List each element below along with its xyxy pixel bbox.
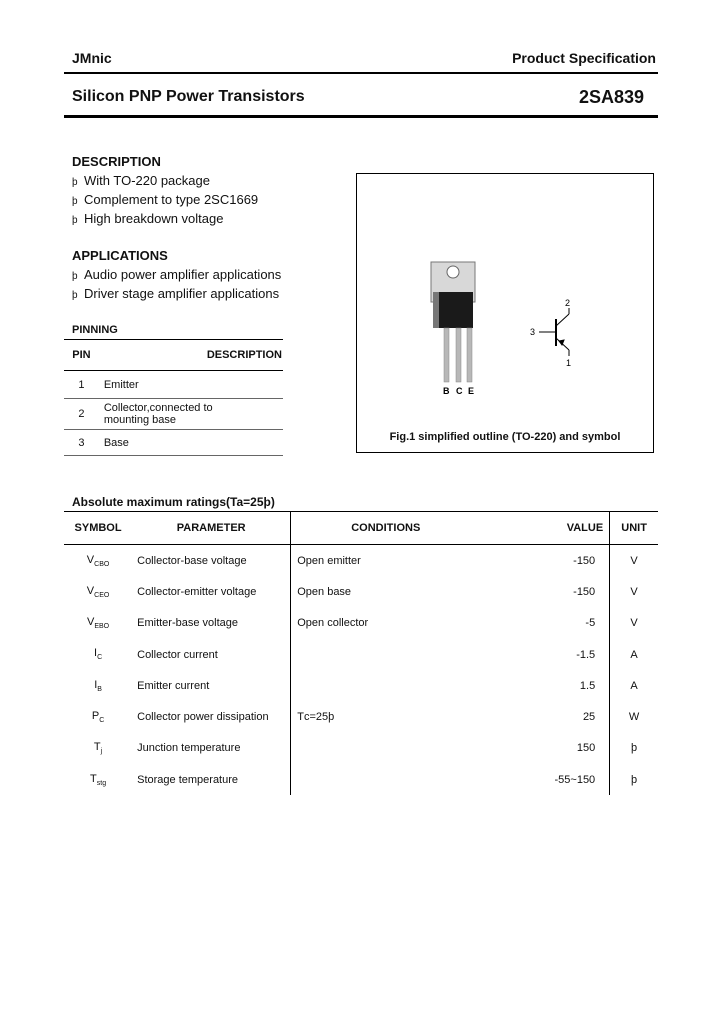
rating-value: -55~150 [554,773,596,786]
rating-row [64,639,658,670]
rating-row [64,733,658,764]
application-item-text: Driver stage amplifier applications [84,286,280,301]
pinning-row [64,371,283,399]
pin-description: Collector,connected to mounting base [99,399,283,430]
description-item-text: Complement to type 2SC1669 [84,192,259,207]
ratings-col-value: VALUE [544,512,610,545]
description-item-text: With TO-220 package [84,173,210,188]
pinning-row [64,399,283,430]
ratings-heading: Absolute maximum ratings(Ta=25þ) [72,495,275,509]
rating-value: 150 [576,742,596,755]
pinning-col-pin: PIN [64,340,99,371]
document-type: Product Specification [512,50,656,66]
bullet-mark: þ [72,271,78,282]
figure-caption: Fig.1 simplified outline (TO-220) and symbol [389,431,621,443]
rating-conditions [291,639,544,670]
ratings-col-parameter: PARAMETER [132,512,291,545]
pnp-transistor-symbol [539,308,569,356]
ratings-col-unit: UNIT [610,512,658,545]
rating-parameter: Collector-base voltage [137,554,247,567]
lead-label-c: C [456,386,463,396]
rating-parameter: Collector-emitter voltage [137,585,257,598]
bullet-mark: þ [72,196,78,207]
product-line-title: Silicon PNP Power Transistors [72,88,305,105]
rating-parameter: Collector current [137,648,218,661]
rating-parameter: Emitter current [137,679,210,692]
rating-parameter: Collector power dissipation [137,711,269,724]
applications-heading: APPLICATIONS [72,248,168,263]
rating-row [64,576,658,607]
company-name: JMnic [72,50,112,66]
mounting-hole [447,266,459,278]
pin-description: Emitter [99,371,283,399]
bullet-mark: þ [72,215,78,226]
rating-symbol: $P_C$ [91,710,105,725]
pin-number: 2 [64,399,99,430]
rating-row [64,670,658,701]
rating-symbol: $V_{EBO}$ [86,616,110,631]
rating-symbol: $I_B$ [94,678,102,693]
rating-row [64,764,658,795]
title-rule [64,115,658,118]
rating-symbol: $I_C$ [94,647,103,662]
rating-value: 25 [582,711,596,724]
ratings-col-conditions: CONDITIONS [291,512,544,545]
rating-symbol: $V_{CBO}$ [86,553,110,568]
package-figure [356,173,654,453]
pin-number: 1 [64,371,99,399]
rating-parameter: Storage temperature [137,773,239,786]
rating-unit: þ [610,764,658,795]
rating-conditions: Open collector [291,608,544,639]
ratings-col-symbol: SYMBOL [64,512,132,545]
rating-unit: W [610,701,658,732]
rating-conditions [291,670,544,701]
rating-symbol: $V_{CEO}$ [86,584,110,600]
rating-value: -150 [573,585,596,598]
rating-conditions: Open emitter [291,545,544,577]
lead-label-e: E [468,386,475,396]
description-item [72,192,258,207]
bullet-mark: þ [72,290,78,301]
lead-label-b: B [443,386,450,396]
description-item [72,211,223,226]
to220-package-drawing [357,174,653,452]
rating-conditions [291,764,544,795]
rating-unit: þ [610,733,658,764]
part-number: 2SA839 [578,87,644,107]
rating-unit: V [610,576,658,607]
application-item [72,286,279,301]
rating-parameter: Emitter-base voltage [137,617,239,630]
rating-unit: V [610,608,658,639]
bullet-mark: þ [72,177,78,188]
pinning-row [64,430,283,456]
rating-unit: V [610,545,658,577]
rating-unit: A [610,639,658,670]
application-item [72,267,281,282]
description-heading: DESCRIPTION [72,154,161,169]
lead-collector [456,328,461,382]
symbol-pin-collector: 2 [565,298,571,308]
pin-description: Base [99,430,283,456]
description-item [72,173,210,188]
pinning-heading: PINNING [72,324,118,336]
pinning-table [64,340,283,456]
lead-emitter [467,328,472,382]
lead-base [444,328,449,382]
application-item-text: Audio power amplifier applications [84,267,282,282]
description-item-text: High breakdown voltage [84,211,224,226]
rating-symbol: $T_{stg}$ [90,772,107,787]
rating-conditions: Tᴄ=25þ [291,701,544,732]
rating-value: 1.5 [579,679,596,692]
rating-conditions: Open base [291,576,544,607]
rating-unit: A [610,670,658,701]
symbol-pin-base: 3 [530,327,536,337]
rating-row [64,701,658,732]
rating-value: -5 [585,617,596,630]
rating-conditions [291,733,544,764]
rating-row [64,545,658,577]
rating-value: -1.5 [576,648,596,661]
header-rule [64,72,658,74]
rating-value: -150 [573,554,596,567]
pin-number: 3 [64,430,99,456]
rating-symbol: $T_j$ [93,741,103,756]
rating-parameter: Junction temperature [137,742,241,755]
ratings-table [64,511,658,795]
symbol-pin-emitter: 1 [566,358,572,368]
rating-row [64,608,658,639]
pinning-col-description: DESCRIPTION [99,340,283,371]
